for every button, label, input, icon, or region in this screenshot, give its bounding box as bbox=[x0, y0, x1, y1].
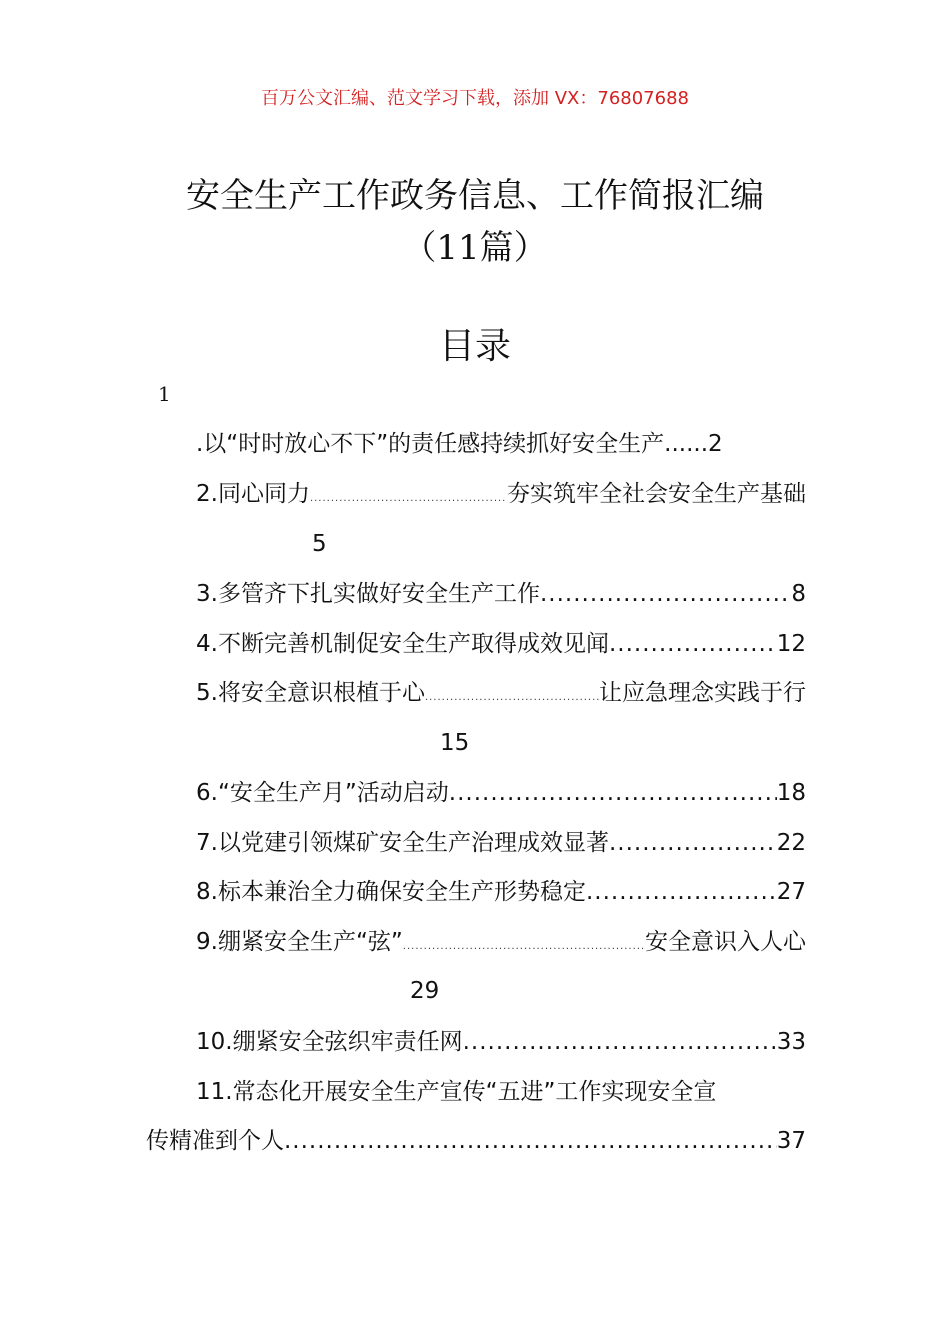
toc-entry-9-title-left: 9.绷紧安全生产“弦” bbox=[196, 929, 403, 955]
toc-entry-6-leader bbox=[449, 776, 777, 810]
toc-entry-3[interactable] bbox=[196, 577, 806, 611]
toc-entry-9-page: 29 bbox=[410, 978, 440, 1004]
toc-heading: 目录 bbox=[438, 326, 511, 367]
toc-entry-2-leader bbox=[310, 482, 507, 511]
toc-entry-2-page: 5 bbox=[312, 531, 327, 557]
toc-entry-9[interactable] bbox=[196, 925, 806, 959]
toc-entry-1-page: 2 bbox=[708, 431, 723, 457]
toc-entry-6-page: 18 bbox=[776, 780, 806, 806]
toc-entry-2[interactable] bbox=[196, 477, 806, 511]
toc-entry-11-leader bbox=[284, 1124, 777, 1158]
toc-entry-4[interactable] bbox=[196, 627, 806, 661]
toc-entry-1-leader: ...... bbox=[664, 431, 709, 457]
toc-entry-8-title: 8.标本兼治全力确保安全生产形势稳定 bbox=[196, 879, 586, 905]
subtitle-close-paren: ） bbox=[513, 228, 548, 268]
toc-entry-7[interactable] bbox=[196, 826, 806, 860]
toc-entry-4-title: 4.不断完善机制促安全生产取得成效见闻 bbox=[196, 631, 609, 657]
document-subtitle bbox=[0, 222, 950, 274]
toc-entry-11-page: 37 bbox=[776, 1128, 806, 1154]
toc-entry-7-title: 7.以党建引领煤矿安全生产治理成效显著 bbox=[196, 830, 609, 856]
toc-entry-11-title-line-1: 11.常态化开展安全生产宣传“五进”工作实现安全宣 bbox=[196, 1079, 717, 1105]
toc-entry-3-leader bbox=[540, 577, 791, 611]
toc-entry-2-title-left: 2.同心同力 bbox=[196, 481, 310, 507]
toc-entry-5-title-left: 5.将安全意识根植于心 bbox=[196, 680, 425, 706]
toc-entry-8[interactable] bbox=[196, 875, 806, 909]
subtitle-open-paren: （ bbox=[402, 228, 437, 268]
document-title: 安全生产工作政务信息、工作简报汇编 bbox=[186, 176, 764, 216]
toc-entry-9-title-right: 安全意识入人心 bbox=[645, 929, 806, 955]
toc-entry-2-title-right: 夯实筑牢全社会安全生产基础 bbox=[507, 481, 806, 507]
watermark-banner: 百万公文汇编、范文学习下载，添加 VX：76807688 bbox=[261, 88, 689, 109]
toc-entry-11-line-2[interactable] bbox=[146, 1124, 806, 1158]
toc-entry-7-leader bbox=[609, 826, 777, 860]
toc-entry-4-page: 12 bbox=[776, 631, 806, 657]
toc-entry-1[interactable] bbox=[196, 427, 723, 461]
toc-entry-10-page: 33 bbox=[776, 1029, 806, 1055]
subtitle-count: 11 bbox=[436, 228, 480, 268]
toc-entry-11-title-line-2: 传精准到个人 bbox=[146, 1128, 284, 1154]
toc-entry-6-title: 6.“安全生产月”活动启动 bbox=[196, 780, 449, 806]
toc-entry-10-title: 10.绷紧安全弦织牢责任网 bbox=[196, 1029, 463, 1055]
toc-entry-11-line-1[interactable] bbox=[196, 1075, 806, 1109]
subtitle-unit: 篇 bbox=[479, 228, 514, 268]
toc-entry-8-page: 27 bbox=[776, 879, 806, 905]
toc-entry-5-page: 15 bbox=[440, 730, 470, 756]
toc-entry-5[interactable] bbox=[196, 676, 806, 710]
toc-entry-9-leader bbox=[403, 930, 645, 959]
toc-entry-4-leader bbox=[609, 627, 777, 661]
toc-entry-10[interactable] bbox=[196, 1025, 806, 1059]
toc-entry-1-title: .以“时时放心不下”的责任感持续抓好安全生产 bbox=[196, 431, 665, 457]
toc-entry-3-page: 8 bbox=[791, 581, 806, 607]
toc-entry-5-title-right: 让应急理念实践于行 bbox=[599, 680, 806, 706]
toc-entry-3-title: 3.多管齐下扎实做好安全生产工作 bbox=[196, 581, 540, 607]
toc-entry-8-leader bbox=[586, 875, 777, 909]
toc-entry-7-page: 22 bbox=[776, 830, 806, 856]
toc-entry-6[interactable] bbox=[196, 776, 806, 810]
toc-entry-10-leader bbox=[463, 1025, 777, 1059]
toc-marker: 1 bbox=[158, 382, 171, 406]
toc-entry-5-leader bbox=[425, 681, 599, 710]
